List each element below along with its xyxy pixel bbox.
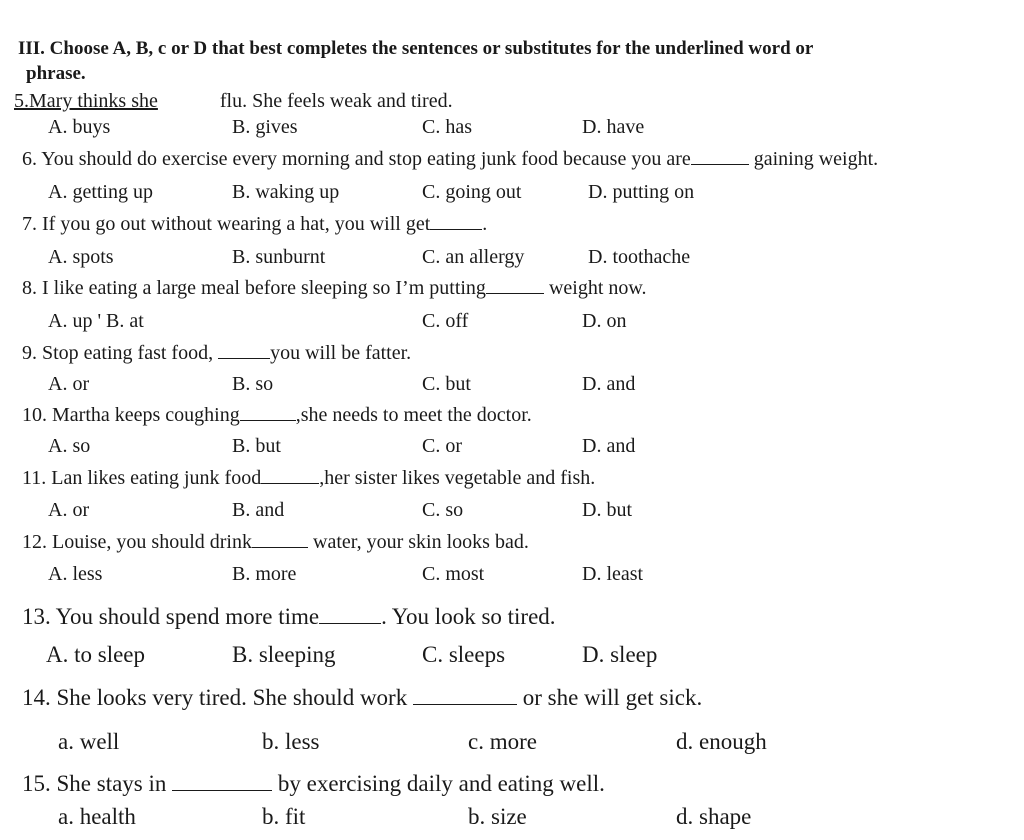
question-10-stem — [22, 403, 532, 427]
question-10-option-a[interactable]: A. so — [48, 435, 91, 457]
question-14-option-c[interactable]: c. more — [468, 729, 537, 754]
question-5-blank[interactable] — [158, 90, 220, 107]
question-11-blank[interactable] — [261, 467, 319, 484]
question-7-stem — [22, 212, 487, 236]
question-6-option-b[interactable]: B. waking up — [232, 181, 340, 203]
question-10-option-c[interactable]: C. or — [422, 435, 462, 457]
question-5-number: 5. — [14, 90, 29, 112]
question-12-option-a[interactable]: A. less — [48, 563, 103, 585]
question-15-option-c[interactable]: b. size — [468, 804, 527, 829]
question-8-stem-b: weight now. — [548, 277, 647, 299]
question-9-stem-b: you will be fatter. — [270, 342, 412, 364]
question-5-stem-a: Mary thinks she — [29, 90, 158, 112]
question-11-option-c[interactable]: C. so — [422, 499, 464, 521]
question-5-option-d[interactable]: D. have — [582, 116, 645, 138]
question-14-option-a[interactable]: a. well — [58, 729, 120, 754]
question-5-option-a[interactable]: A. buys — [48, 116, 111, 138]
question-12-option-b[interactable]: B. more — [232, 563, 297, 585]
question-7-option-c[interactable]: C. an allergy — [422, 246, 525, 268]
question-14-stem — [22, 684, 702, 712]
question-8-option-ab[interactable]: A. up ' B. at — [48, 310, 144, 332]
question-13-stem-a: 13. You should spend more time — [22, 604, 320, 629]
section-title: III. Choose A, B, c or D that best completes the sentences or substitutes for the underlined word or — [18, 38, 814, 59]
question-5-stem — [14, 89, 453, 113]
question-7-blank[interactable] — [430, 213, 482, 230]
question-12-option-d[interactable]: D. least — [582, 563, 644, 585]
question-5-option-c[interactable]: C. has — [422, 116, 472, 138]
question-11-option-b[interactable]: B. and — [232, 499, 285, 521]
question-15-blank[interactable] — [172, 770, 272, 791]
question-5-stem-b: flu. She feels weak and tired. — [219, 90, 453, 112]
question-12-stem-b: water, your skin looks bad. — [313, 531, 529, 553]
question-5-option-b[interactable]: B. gives — [232, 116, 298, 138]
question-8-stem — [22, 276, 647, 300]
question-11-option-a[interactable]: A. or — [48, 499, 90, 521]
question-9-stem-a: 9. Stop eating fast food, — [22, 342, 214, 364]
question-7-option-a[interactable]: A. spots — [48, 246, 114, 268]
question-6-stem-b: gaining weight. — [753, 148, 879, 170]
question-11-stem-a: 11. Lan likes eating junk food — [22, 467, 262, 489]
question-14-option-d[interactable]: d. enough — [676, 729, 767, 754]
question-14-blank[interactable] — [413, 684, 517, 705]
question-13-blank[interactable] — [319, 603, 381, 624]
question-7-stem-b: . — [482, 213, 488, 235]
question-11-stem — [22, 466, 595, 490]
question-6-stem-a: 6. You should do exercise every morning and stop eating junk food because you are — [22, 148, 691, 170]
question-10-stem-a: 10. Martha keeps coughing — [22, 404, 240, 426]
question-15-option-b[interactable]: b. fit — [262, 804, 306, 829]
question-6-stem — [22, 147, 878, 171]
question-11-option-d[interactable]: D. but — [582, 499, 632, 521]
question-9-option-a[interactable]: A. or — [48, 373, 90, 395]
question-10-blank[interactable] — [240, 404, 296, 421]
question-6-option-c[interactable]: C. going out — [422, 181, 522, 203]
question-7-option-d[interactable]: D. toothache — [588, 246, 691, 268]
question-9-stem — [22, 341, 411, 365]
question-11-stem-b: ,her sister likes vegetable and fish. — [319, 467, 596, 489]
question-13-option-b[interactable]: B. sleeping — [232, 642, 336, 667]
question-9-option-b[interactable]: B. so — [232, 373, 274, 395]
question-15-option-a[interactable]: a. health — [58, 804, 136, 829]
question-9-option-c[interactable]: C. but — [422, 373, 471, 395]
question-10-stem-b: ,she needs to meet the doctor. — [295, 404, 532, 426]
question-6-blank[interactable] — [691, 148, 749, 165]
question-7-stem-a: 7. If you go out without wearing a hat, you will get — [22, 213, 431, 235]
question-12-option-c[interactable]: C. most — [422, 563, 485, 585]
question-14-stem-a: 14. She looks very tired. She should work — [22, 685, 408, 710]
question-8-stem-a: 8. I like eating a large meal before sleeping so I’m putting — [22, 277, 486, 299]
question-9-blank[interactable] — [218, 342, 270, 359]
question-14-option-b[interactable]: b. less — [262, 729, 320, 754]
question-8-option-c[interactable]: C. off — [422, 310, 469, 332]
question-8-option-d[interactable]: D. on — [582, 310, 627, 332]
question-15-stem-a: 15. She stays in — [22, 771, 167, 796]
question-7-option-b[interactable]: B. sunburnt — [232, 246, 326, 268]
question-13-stem-b: . You look so tired. — [381, 604, 556, 629]
question-6-option-d[interactable]: D. putting on — [588, 181, 695, 203]
question-13-option-d[interactable]: D. sleep — [582, 642, 658, 667]
question-15-stem-b: by exercising daily and eating well. — [277, 771, 605, 796]
question-13-option-a[interactable]: A. to sleep — [46, 642, 146, 667]
question-15-stem — [22, 770, 605, 798]
question-12-stem-a: 12. Louise, you should drink — [22, 531, 252, 553]
question-12-stem — [22, 530, 529, 554]
question-14-stem-b: or she will get sick. — [522, 685, 703, 710]
question-6-option-a[interactable]: A. getting up — [48, 181, 153, 203]
question-12-blank[interactable] — [252, 531, 308, 548]
question-13-option-c[interactable]: C. sleeps — [422, 642, 506, 667]
section-title-continued: phrase. — [26, 63, 86, 84]
question-13-stem — [22, 603, 556, 631]
question-9-option-d[interactable]: D. and — [582, 373, 636, 395]
question-8-blank[interactable] — [486, 277, 544, 294]
question-10-option-d[interactable]: D. and — [582, 435, 636, 457]
question-10-option-b[interactable]: B. but — [232, 435, 281, 457]
question-15-option-d[interactable]: d. shape — [676, 804, 752, 829]
